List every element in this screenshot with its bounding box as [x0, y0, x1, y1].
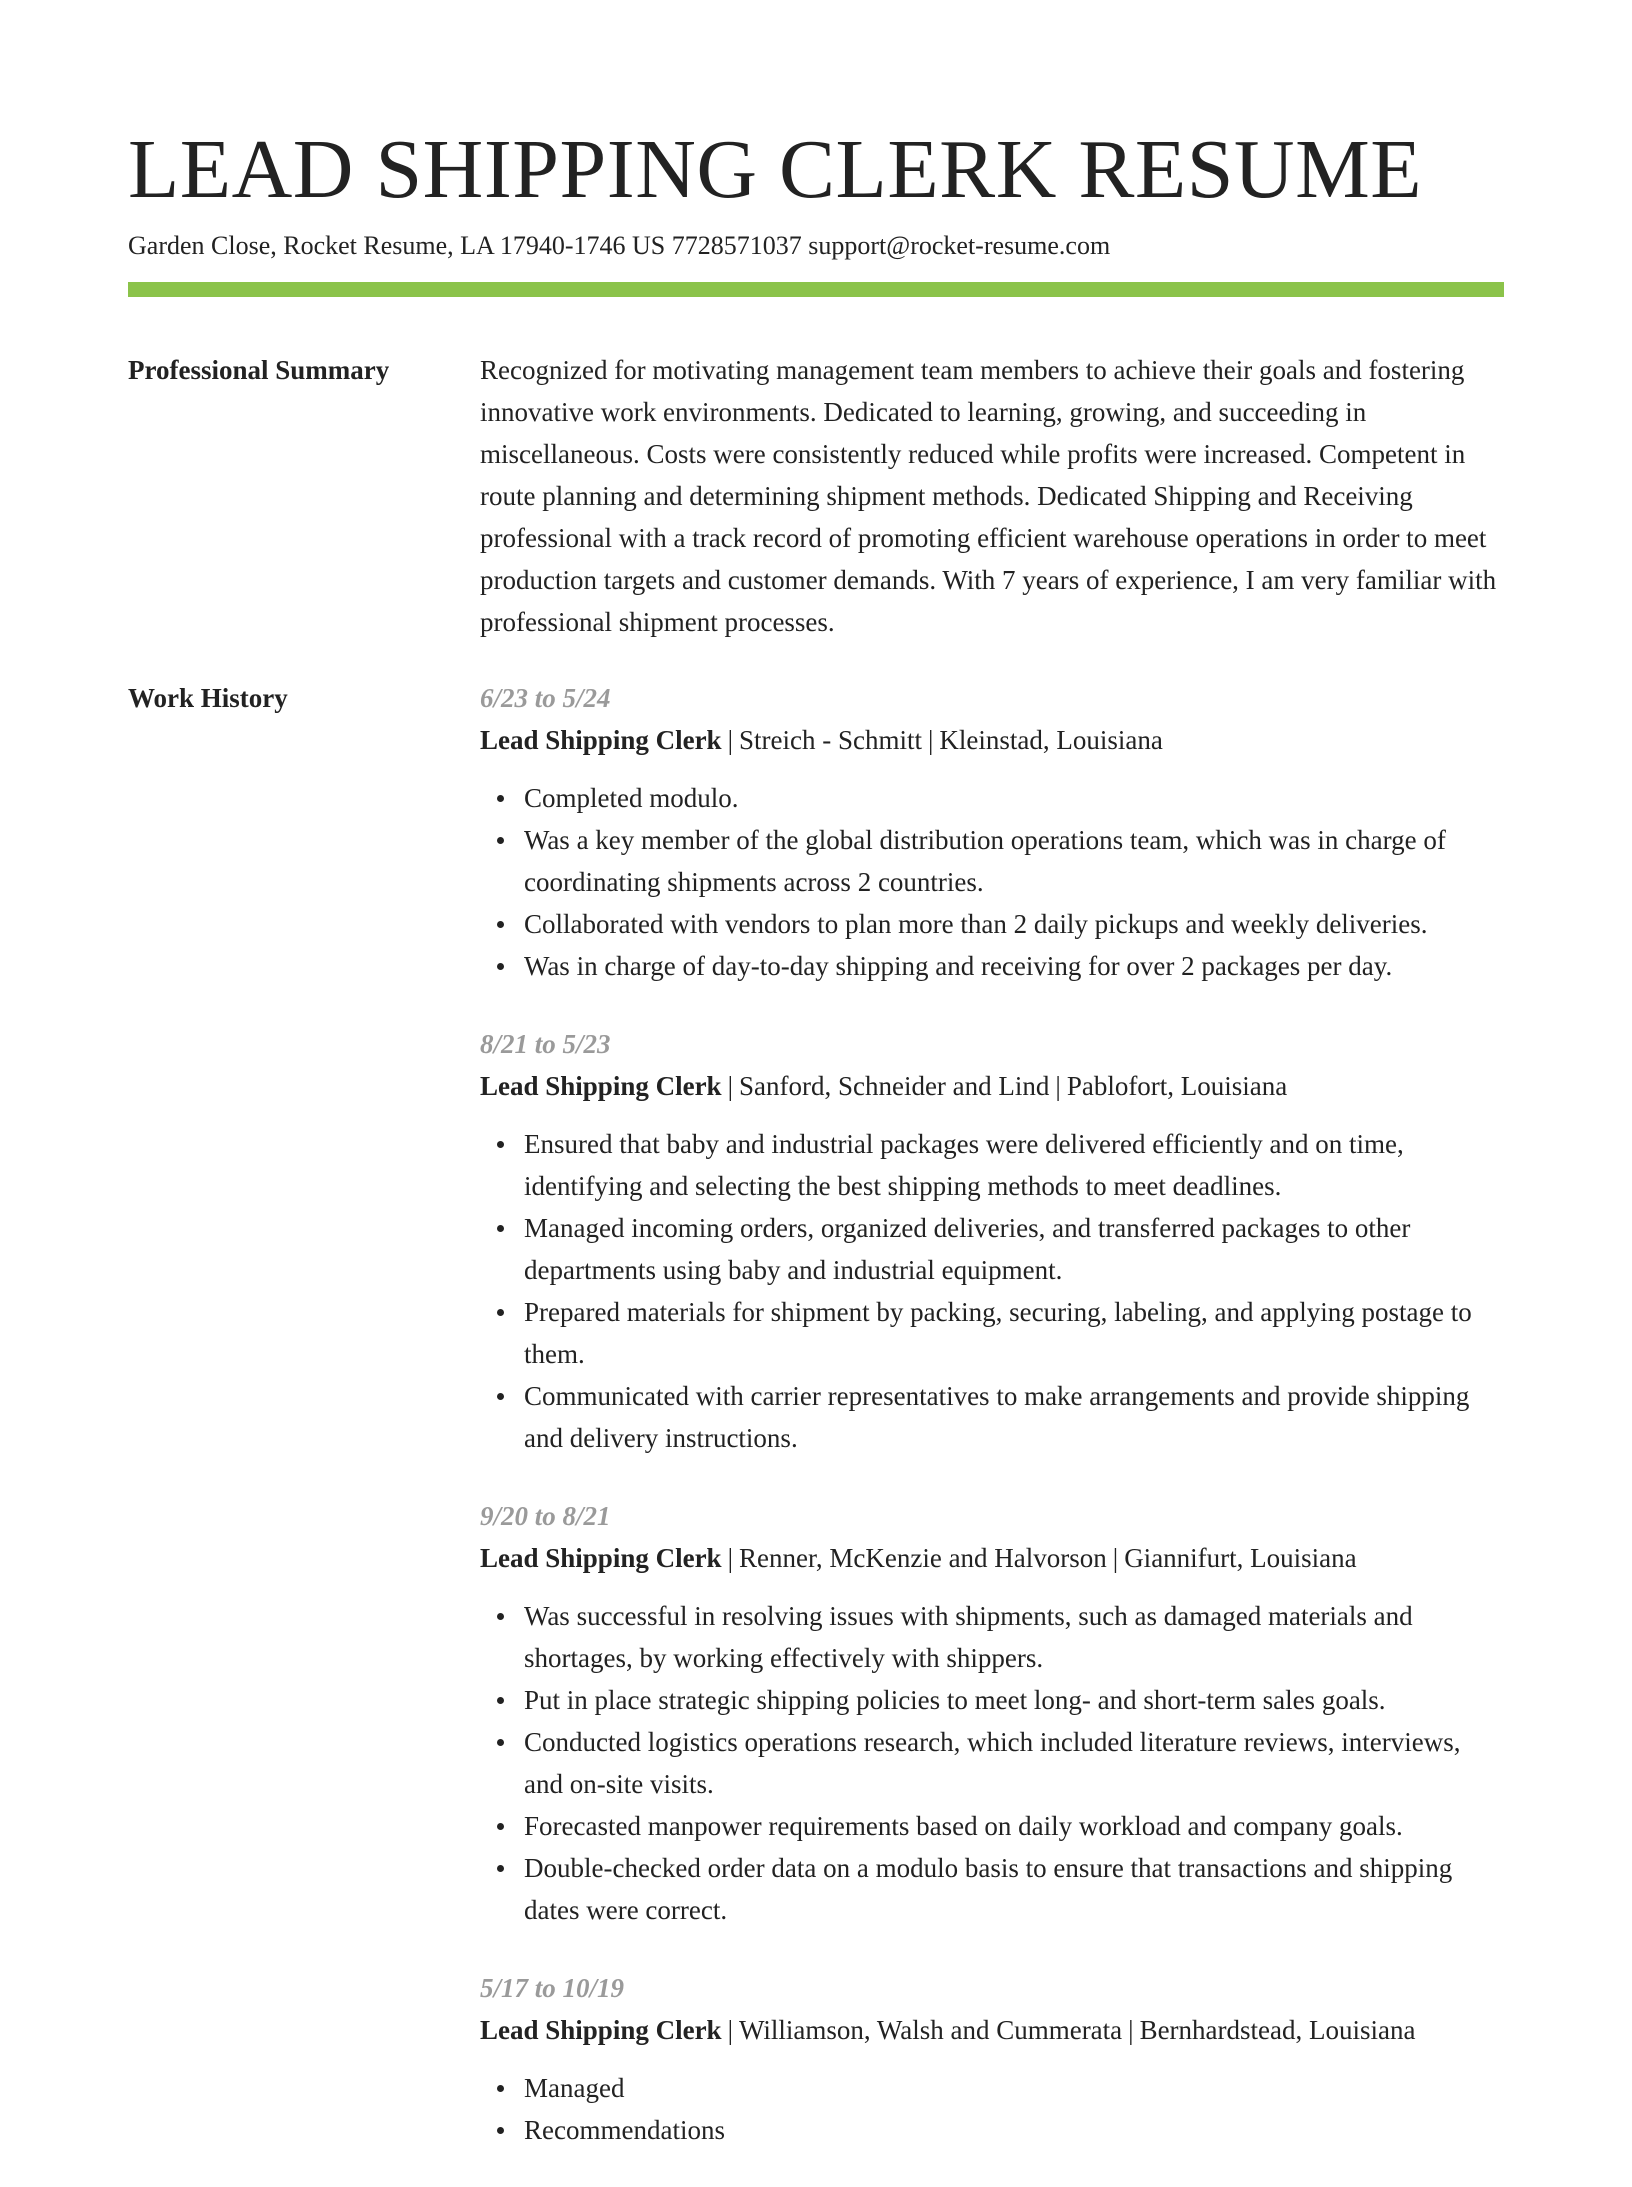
- summary-body: [480, 349, 1504, 643]
- job-bullet: Was a key member of the global distribution operations team, which was in charge of coordinating shipments across 2 countries.: [524, 819, 1504, 903]
- job-company: Streich - Schmitt: [738, 725, 922, 755]
- job-bullet: Put in place strategic shipping policies to meet long- and short-term sales goals.: [524, 1679, 1504, 1721]
- job-bullet: Prepared materials for shipment by packing, securing, labeling, and applying postage to them.: [524, 1291, 1504, 1375]
- job-location: Kleinstad, Louisiana: [939, 725, 1163, 755]
- job-bullets: [480, 777, 1504, 987]
- separator: |: [1055, 1071, 1061, 1101]
- separator: |: [727, 1071, 733, 1101]
- section-label-work-history: Work History: [128, 683, 288, 713]
- job-title: Lead Shipping Clerk: [480, 2015, 722, 2045]
- job-entry: [480, 1967, 1504, 2151]
- job-dates: 6/23 to 5/24: [480, 683, 611, 713]
- job-title: Lead Shipping Clerk: [480, 725, 722, 755]
- separator: |: [1112, 1543, 1119, 1573]
- job-heading: [480, 1537, 1504, 1579]
- job-title: Lead Shipping Clerk: [480, 1071, 722, 1101]
- resume-page: [128, 120, 1504, 2187]
- job-location: Bernhardstead, Louisiana: [1139, 2015, 1416, 2045]
- job-bullet: Recommendations: [524, 2109, 1504, 2151]
- professional-summary-section: [128, 349, 1504, 643]
- job-title: Lead Shipping Clerk: [480, 1543, 722, 1573]
- job-bullet: Was in charge of day-to-day shipping and receiving for over 2 packages per day.: [524, 945, 1504, 987]
- job-entry: [480, 1023, 1504, 1459]
- summary-text: Recognized for motivating management team members to achieve their goals and fostering innovative work environments. Dedicated to learning, growing, and succeeding in miscellaneous. Costs were consistently reduced while profits were increased. Competent in route planning and determining shipment methods. Dedicated Shipping and Receiving professional with a track record of promoting efficient warehouse operations in order to meet production targets and customer demands. With 7 years of experience, I am very familiar with professional shipment processes.: [480, 355, 1497, 637]
- job-bullet: Communicated with carrier representatives to make arrangements and provide shipping and delivery instructions.: [524, 1375, 1504, 1459]
- job-heading: [480, 1065, 1504, 1107]
- job-bullet: Managed incoming orders, organized deliveries, and transferred packages to other departments using baby and industrial equipment.: [524, 1207, 1504, 1291]
- job-bullets: [480, 2067, 1504, 2151]
- job-dates: 8/21 to 5/23: [480, 1029, 611, 1059]
- job-bullet: Forecasted manpower requirements based on daily workload and company goals.: [524, 1805, 1504, 1847]
- separator: |: [927, 725, 934, 755]
- separator: |: [1128, 2015, 1134, 2045]
- job-bullet: Double-checked order data on a modulo basis to ensure that transactions and shipping dates were correct.: [524, 1847, 1504, 1931]
- separator: |: [727, 2015, 733, 2045]
- contact-email: support@rocket-resume.com: [808, 231, 1111, 260]
- job-bullet: Conducted logistics operations research, which included literature reviews, interviews, and on-site visits.: [524, 1721, 1504, 1805]
- job-company: Sanford, Schneider and Lind: [738, 1071, 1050, 1101]
- job-dates: 9/20 to 8/21: [480, 1501, 611, 1531]
- job-location: Pablofort, Louisiana: [1066, 1071, 1288, 1101]
- job-bullet: Collaborated with vendors to plan more than 2 daily pickups and weekly deliveries.: [524, 903, 1504, 945]
- job-company: Renner, McKenzie and Halvorson: [738, 1543, 1107, 1573]
- separator: |: [727, 725, 733, 755]
- work-history-body: [480, 677, 1504, 2187]
- contact-phone: 7728571037: [671, 231, 802, 260]
- accent-divider: [128, 282, 1504, 297]
- job-dates: 5/17 to 10/19: [480, 1973, 625, 2003]
- job-bullets: [480, 1123, 1504, 1459]
- job-company: Williamson, Walsh and Cummerata: [738, 2015, 1123, 2045]
- separator: |: [727, 1543, 733, 1573]
- job-bullet: Ensured that baby and industrial packages were delivered efficiently and on time, identifying and selecting the best shipping methods to meet deadlines.: [524, 1123, 1504, 1207]
- job-entry: [480, 1495, 1504, 1931]
- contact-line: [128, 228, 1504, 264]
- job-bullets: [480, 1595, 1504, 1931]
- job-bullet: Managed: [524, 2067, 1504, 2109]
- resume-title: LEAD SHIPPING CLERK RESUME: [128, 123, 1423, 216]
- job-heading: [480, 719, 1504, 761]
- job-location: Giannifurt, Louisiana: [1124, 1543, 1357, 1573]
- section-label-summary: Professional Summary: [128, 355, 390, 385]
- contact-address: Garden Close, Rocket Resume, LA 17940-1746 US: [128, 231, 666, 260]
- job-entry: [480, 677, 1504, 987]
- work-history-section: [128, 677, 1504, 2187]
- job-heading: [480, 2009, 1504, 2051]
- job-bullet: Completed modulo.: [524, 777, 1504, 819]
- job-bullet: Was successful in resolving issues with shipments, such as damaged materials and shortages, by working effectively with shippers.: [524, 1595, 1504, 1679]
